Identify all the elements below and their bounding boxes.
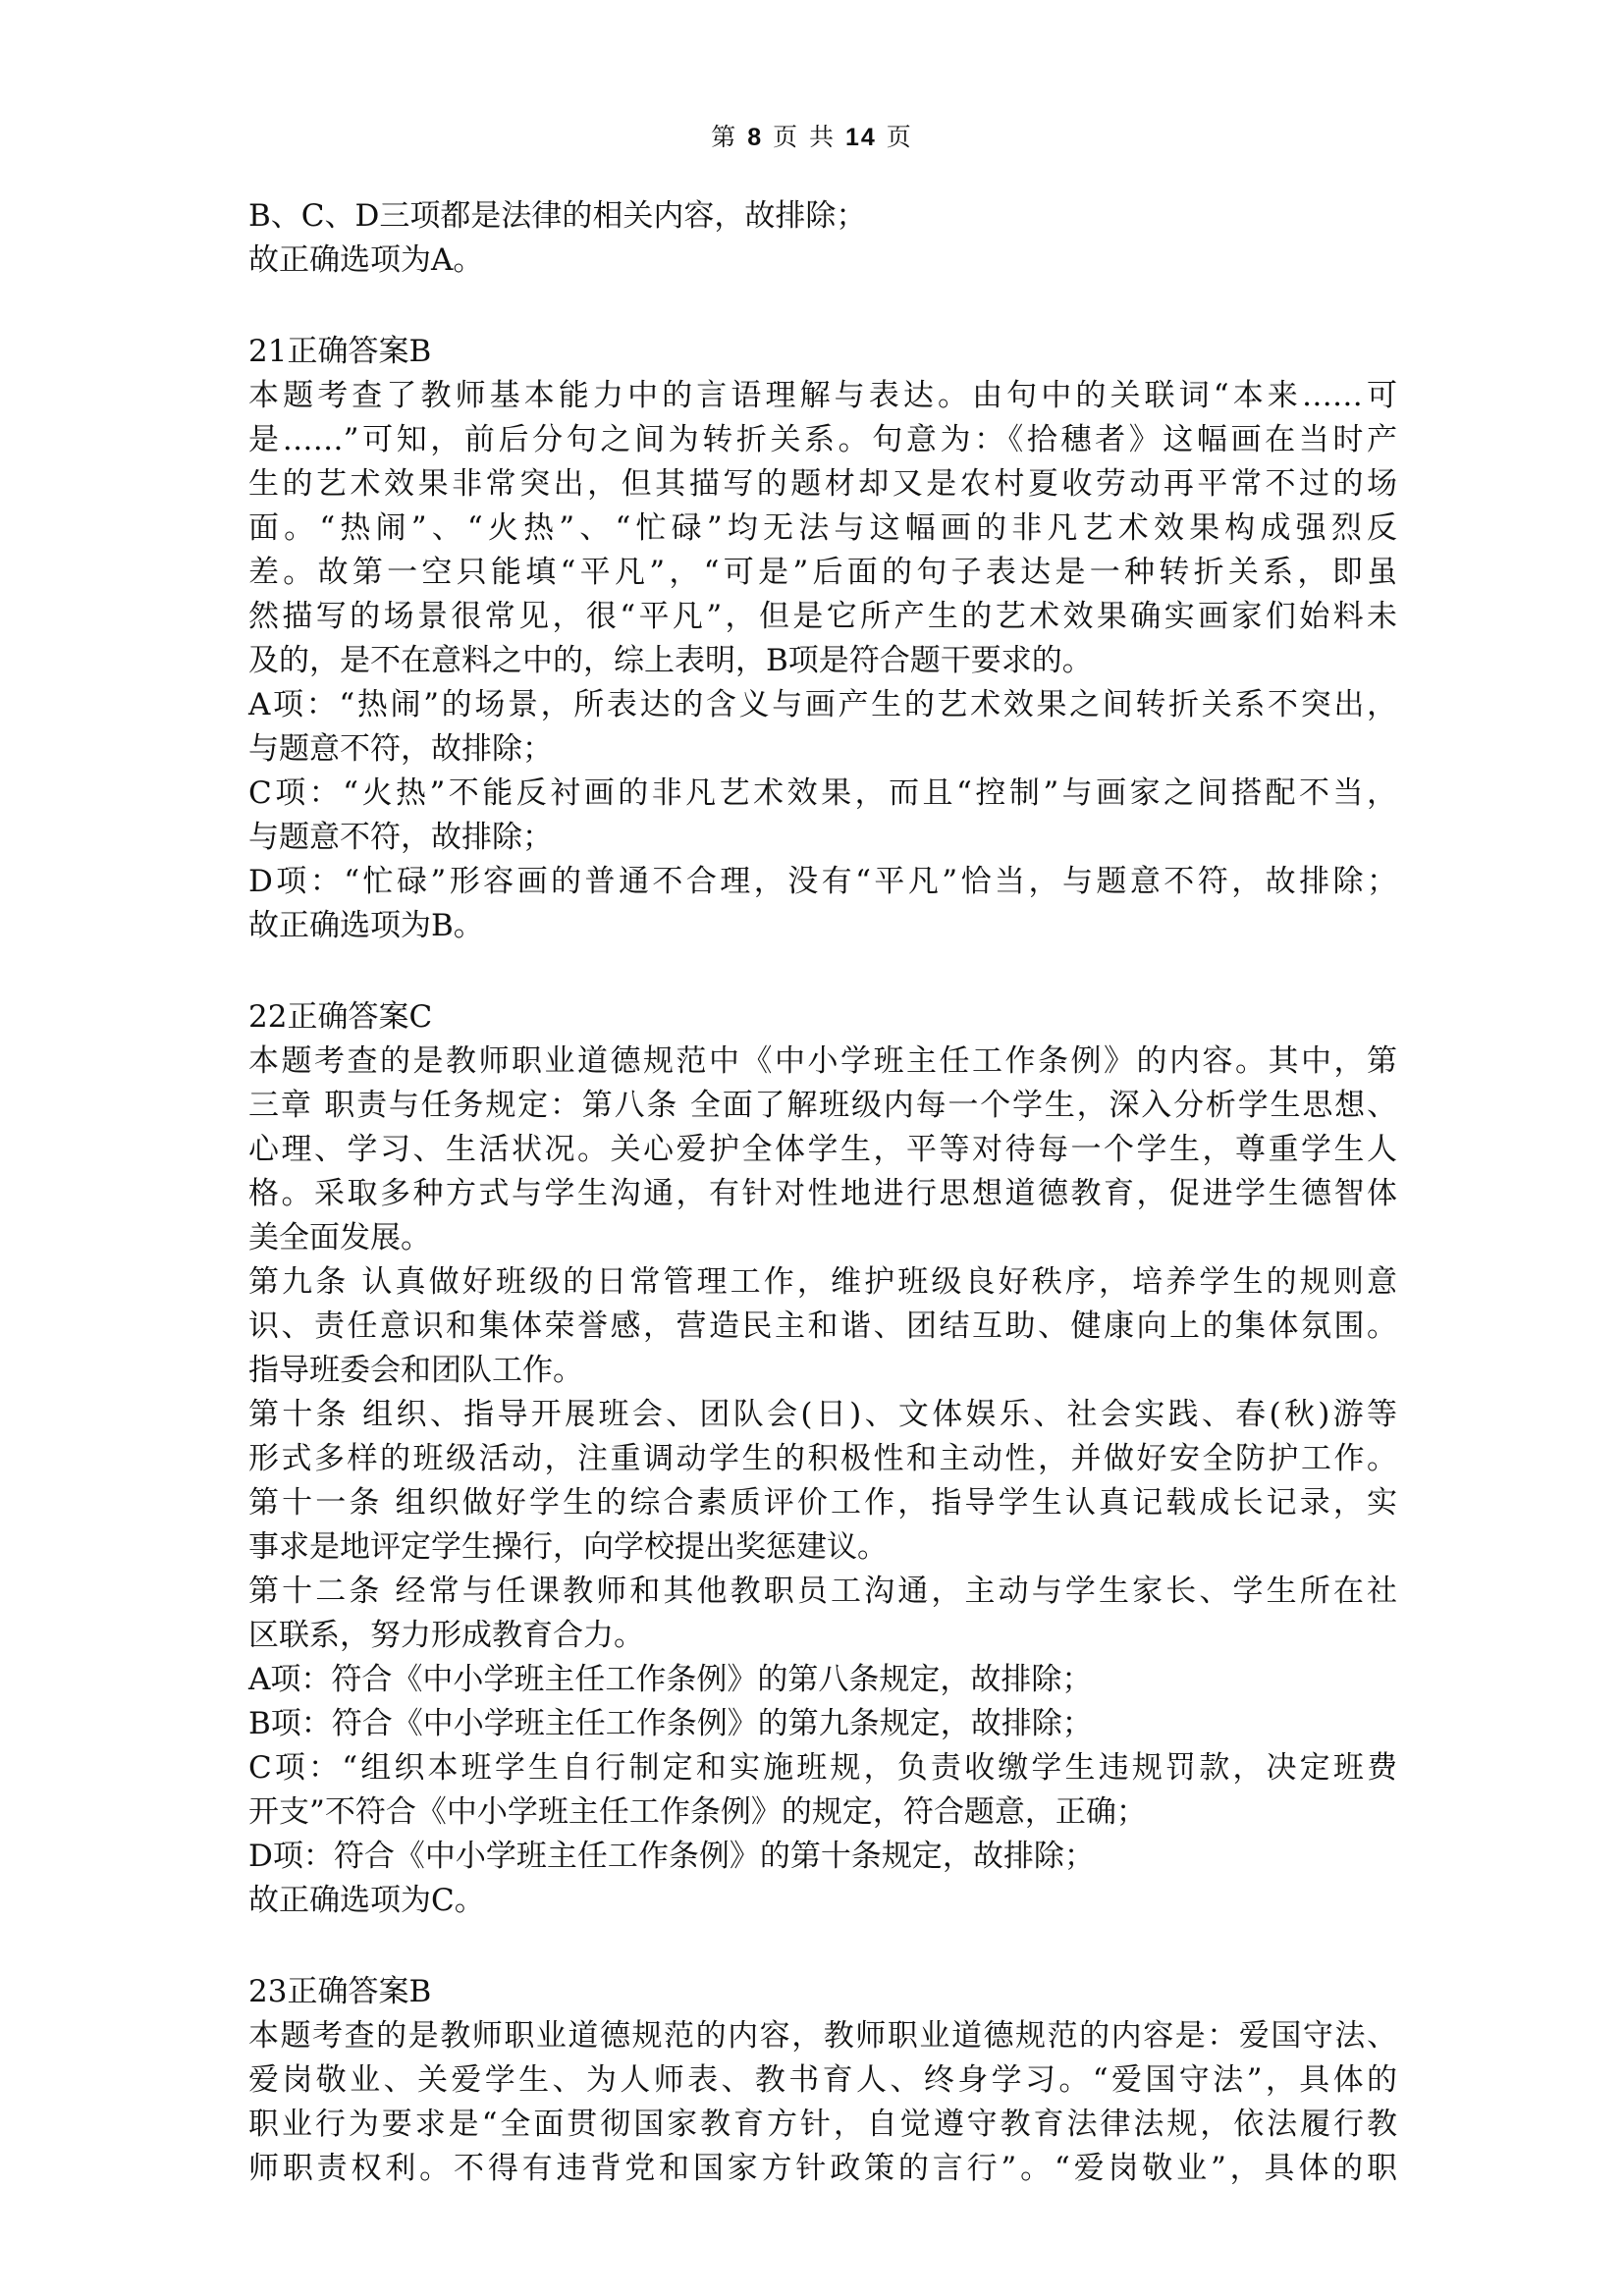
text-line: 故正确选项为B。	[248, 908, 484, 943]
section-gap	[248, 1923, 1397, 1970]
text-line: C项：“组织本班学生自行制定和实施班规，负责收缴学生违规罚款，决定班费	[248, 1750, 1397, 1786]
text-line: 形式多样的班级活动，注重调动学生的积极性和主动性，并做好安全防护工作。	[248, 1441, 1397, 1476]
page-suffix: 页	[886, 123, 913, 151]
text-line: D项：“忙碌”形容画的普通不合理，没有“平凡”恰当，与题意不符，故排除；	[248, 864, 1397, 899]
text-line: C项：“火热”不能反衬画的非凡艺术效果，而且“控制”与画家之间搭配不当，	[248, 775, 1397, 811]
question-22-heading: 22正确答案C	[248, 999, 433, 1035]
text-line: 本题考查的是教师职业道德规范的内容，教师职业道德规范的内容是：爱国守法、	[248, 2018, 1397, 2054]
text-line: 美全面发展。	[248, 1220, 431, 1255]
text-line: 第十一条 组织做好学生的综合素质评价工作，指导学生认真记载成长记录，实	[248, 1485, 1397, 1521]
text-line: 指导班委会和团队工作。	[248, 1353, 583, 1388]
text-line: 生的艺术效果非常突出，但其描写的题材却又是农村夏收劳动再平常不过的场	[248, 466, 1397, 502]
text-line: B、C、D三项都是法律的相关内容，故排除；	[248, 198, 867, 234]
text-line: 开支”不符合《中小学班主任工作条例》的规定，符合题意，正确；	[248, 1794, 1147, 1830]
question-23-heading: 23正确答案B	[248, 1974, 432, 2009]
text-line: 三章 职责与任务规定：第八条 全面了解班级内每一个学生，深入分析学生思想、	[248, 1088, 1397, 1123]
page-header	[0, 122, 1624, 153]
text-line: 与题意不符，故排除；	[248, 820, 553, 855]
text-line: 心理、学习、生活状况。关心爱护全体学生，平等对待每一个学生，尊重学生人	[248, 1132, 1397, 1167]
text-line: 格。采取多种方式与学生沟通，有针对性地进行思想道德教育，促进学生德智体	[248, 1176, 1397, 1211]
section-gap	[248, 948, 1397, 995]
text-line: 第十二条 经常与任课教师和其他教职员工沟通，主动与学生家长、学生所在社	[248, 1574, 1397, 1609]
text-line: 区联系，努力形成教育合力。	[248, 1618, 644, 1653]
text-line: 爱岗敬业、关爱学生、为人师表、教书育人、终身学习。“爱国守法”，具体的	[248, 2062, 1397, 2098]
question-21-heading: 21正确答案B	[248, 334, 432, 369]
text-line: 师职责权利。不得有违背党和国家方针政策的言行”。“爱岗敬业”，具体的职	[248, 2151, 1397, 2186]
section-gap	[248, 283, 1397, 330]
text-line: 然描写的场景很常见，很“平凡”，但是它所产生的艺术效果确实画家们始料未	[248, 599, 1397, 634]
text-line: 故正确选项为A。	[248, 242, 484, 278]
intro-section	[248, 194, 1397, 283]
text-line: 与题意不符，故排除；	[248, 731, 553, 767]
text-line: 事求是地评定学生操行，向学校提出奖惩建议。	[248, 1529, 888, 1565]
question-23-section	[248, 1970, 1397, 2191]
text-line: 本题考查了教师基本能力中的言语理解与表达。由句中的关联词“本来……可	[248, 378, 1397, 413]
text-line: 本题考查的是教师职业道德规范中《中小学班主任工作条例》的内容。其中，第	[248, 1043, 1397, 1079]
total-pages-number: 14	[844, 124, 877, 151]
text-line: B项：符合《中小学班主任工作条例》的第九条规定，故排除；	[248, 1706, 1093, 1741]
page-prefix: 第	[711, 123, 738, 151]
text-line: 职业行为要求是“全面贯彻国家教育方针，自觉遵守教育法律法规，依法履行教	[248, 2107, 1397, 2142]
text-line: A项：符合《中小学班主任工作条例》的第八条规定，故排除；	[248, 1662, 1093, 1697]
text-line: 故正确选项为C。	[248, 1883, 485, 1918]
document-body	[248, 194, 1397, 2191]
text-line: 及的，是不在意料之中的，综上表明，B项是符合题干要求的。	[248, 643, 1093, 678]
text-line: D项：符合《中小学班主任工作条例》的第十条规定，故排除；	[248, 1839, 1095, 1874]
page-middle: 页 共	[773, 123, 837, 151]
text-line: 第十条 组织、指导开展班会、团队会(日)、文体娱乐、社会实践、春(秋)游等	[248, 1397, 1397, 1432]
text-line: 差。故第一空只能填“平凡”，“可是”后面的句子表达是一种转折关系，即虽	[248, 555, 1397, 590]
question-22-section	[248, 995, 1397, 1923]
text-line: 第九条 认真做好班级的日常管理工作，维护班级良好秩序，培养学生的规则意	[248, 1264, 1397, 1300]
text-line: 识、责任意识和集体荣誉感，营造民主和谐、团结互助、健康向上的集体氛围。	[248, 1308, 1397, 1344]
text-line: 面。“热闹”、“火热”、“忙碌”均无法与这幅画的非凡艺术效果构成强烈反	[248, 510, 1397, 546]
current-page-number: 8	[747, 124, 764, 151]
text-line: A项：“热闹”的场景，所表达的含义与画产生的艺术效果之间转折关系不突出，	[248, 687, 1397, 722]
text-line: 是……”可知，前后分句之间为转折关系。句意为：《拾穗者》这幅画在当时产	[248, 422, 1397, 457]
question-21-section	[248, 330, 1397, 948]
